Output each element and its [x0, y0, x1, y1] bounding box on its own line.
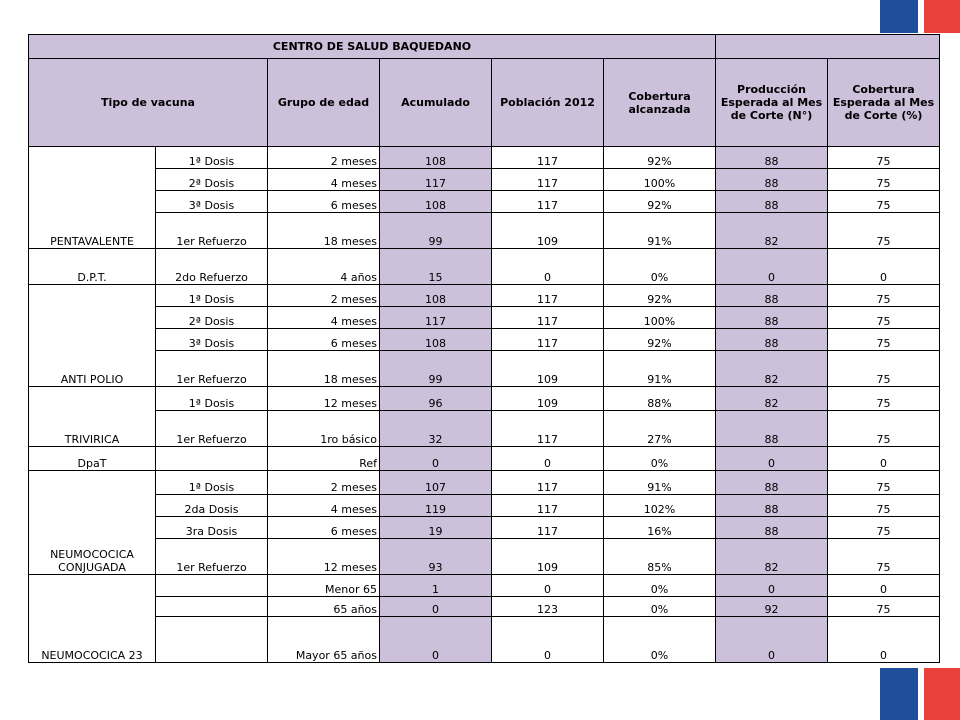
expected-coverage-cell: 75: [828, 329, 940, 351]
expected-production-cell: 92: [716, 597, 828, 617]
flag-stripes-bottom: [880, 668, 960, 720]
coverage-cell: 88%: [604, 387, 716, 411]
title-filler: [716, 35, 940, 59]
dose-cell: 1er Refuerzo: [156, 351, 268, 387]
coverage-cell: 91%: [604, 213, 716, 249]
accumulated-cell: 99: [380, 351, 492, 387]
population-cell: 0: [492, 617, 604, 663]
age-group-cell: 65 años: [268, 597, 380, 617]
expected-coverage-cell: 0: [828, 617, 940, 663]
table-row: [29, 495, 940, 517]
expected-coverage-cell: 75: [828, 471, 940, 495]
population-cell: 117: [492, 329, 604, 351]
accumulated-cell: 15: [380, 249, 492, 285]
accumulated-cell: 0: [380, 597, 492, 617]
expected-production-cell: 82: [716, 539, 828, 575]
vaccine-name: DpaT: [29, 447, 156, 471]
dose-cell: [156, 575, 268, 597]
age-group-cell: Mayor 65 años: [268, 617, 380, 663]
expected-coverage-cell: 75: [828, 285, 940, 307]
dose-cell: 1er Refuerzo: [156, 539, 268, 575]
expected-production-cell: 88: [716, 307, 828, 329]
expected-coverage-cell: 75: [828, 597, 940, 617]
expected-production-cell: 88: [716, 329, 828, 351]
age-group-cell: 4 meses: [268, 169, 380, 191]
dose-cell: [156, 597, 268, 617]
table-row: [29, 617, 940, 663]
population-cell: 123: [492, 597, 604, 617]
table-row: [29, 285, 940, 307]
coverage-cell: 91%: [604, 351, 716, 387]
expected-production-cell: 88: [716, 495, 828, 517]
coverage-cell: 27%: [604, 411, 716, 447]
table-row: [29, 169, 940, 191]
header-cobertura: Cobertura alcanzada: [604, 59, 716, 147]
dose-cell: 1er Refuerzo: [156, 213, 268, 249]
accumulated-cell: 96: [380, 387, 492, 411]
header-cobertura-esperada: Cobertura Esperada al Mes de Corte (%): [828, 59, 940, 147]
coverage-cell: 102%: [604, 495, 716, 517]
population-cell: 0: [492, 575, 604, 597]
header-tipo: Tipo de vacuna: [29, 59, 268, 147]
expected-coverage-cell: 0: [828, 447, 940, 471]
age-group-cell: 4 meses: [268, 307, 380, 329]
header-poblacion: Población 2012: [492, 59, 604, 147]
population-cell: 117: [492, 307, 604, 329]
coverage-cell: 92%: [604, 191, 716, 213]
expected-coverage-cell: 75: [828, 387, 940, 411]
coverage-cell: 92%: [604, 329, 716, 351]
dose-cell: 2ª Dosis: [156, 307, 268, 329]
expected-production-cell: 88: [716, 191, 828, 213]
accumulated-cell: 108: [380, 285, 492, 307]
expected-production-cell: 82: [716, 387, 828, 411]
population-cell: 117: [492, 191, 604, 213]
coverage-cell: 92%: [604, 147, 716, 169]
coverage-cell: 0%: [604, 249, 716, 285]
expected-production-cell: 0: [716, 575, 828, 597]
age-group-cell: 18 meses: [268, 351, 380, 387]
accumulated-cell: 0: [380, 617, 492, 663]
age-group-cell: 6 meses: [268, 517, 380, 539]
population-cell: 109: [492, 539, 604, 575]
table-row: [29, 249, 940, 285]
population-cell: 117: [492, 285, 604, 307]
vaccine-name: NEUMOCOCICA CONJUGADA: [29, 471, 156, 575]
expected-coverage-cell: 75: [828, 539, 940, 575]
expected-coverage-cell: 75: [828, 411, 940, 447]
expected-production-cell: 88: [716, 411, 828, 447]
coverage-cell: 85%: [604, 539, 716, 575]
coverage-cell: 91%: [604, 471, 716, 495]
header-row: [29, 59, 940, 147]
coverage-cell: 92%: [604, 285, 716, 307]
accumulated-cell: 108: [380, 147, 492, 169]
coverage-cell: 0%: [604, 575, 716, 597]
dose-cell: [156, 447, 268, 471]
dose-cell: 1ª Dosis: [156, 387, 268, 411]
coverage-cell: 0%: [604, 617, 716, 663]
dose-cell: 1er Refuerzo: [156, 411, 268, 447]
accumulated-cell: 19: [380, 517, 492, 539]
accumulated-cell: 107: [380, 471, 492, 495]
accumulated-cell: 99: [380, 213, 492, 249]
table-title: CENTRO DE SALUD BAQUEDANO: [29, 35, 716, 59]
vaccine-name: NEUMOCOCICA 23: [29, 575, 156, 663]
age-group-cell: 2 meses: [268, 285, 380, 307]
dose-cell: 1ª Dosis: [156, 147, 268, 169]
population-cell: 117: [492, 147, 604, 169]
table-row: [29, 575, 940, 597]
age-group-cell: 4 meses: [268, 495, 380, 517]
expected-coverage-cell: 0: [828, 575, 940, 597]
dose-cell: 1ª Dosis: [156, 285, 268, 307]
table-row: [29, 517, 940, 539]
header-acumulado: Acumulado: [380, 59, 492, 147]
population-cell: 109: [492, 351, 604, 387]
title-row: [29, 35, 940, 59]
population-cell: 117: [492, 169, 604, 191]
expected-production-cell: 0: [716, 447, 828, 471]
expected-coverage-cell: 75: [828, 147, 940, 169]
population-cell: 0: [492, 249, 604, 285]
table-row: [29, 539, 940, 575]
table-row: [29, 597, 940, 617]
table-row: [29, 411, 940, 447]
expected-production-cell: 88: [716, 147, 828, 169]
accumulated-cell: 117: [380, 307, 492, 329]
expected-coverage-cell: 0: [828, 249, 940, 285]
accumulated-cell: 117: [380, 169, 492, 191]
age-group-cell: Ref: [268, 447, 380, 471]
accumulated-cell: 119: [380, 495, 492, 517]
expected-production-cell: 88: [716, 471, 828, 495]
coverage-cell: 16%: [604, 517, 716, 539]
vaccination-table: [28, 34, 940, 663]
age-group-cell: 6 meses: [268, 329, 380, 351]
accumulated-cell: 108: [380, 191, 492, 213]
dose-cell: [156, 617, 268, 663]
population-cell: 117: [492, 517, 604, 539]
coverage-cell: 0%: [604, 447, 716, 471]
table-row: [29, 387, 940, 411]
dose-cell: 2ª Dosis: [156, 169, 268, 191]
coverage-cell: 100%: [604, 307, 716, 329]
population-cell: 0: [492, 447, 604, 471]
vaccine-name: TRIVIRICA: [29, 387, 156, 447]
vaccine-name: D.P.T.: [29, 249, 156, 285]
age-group-cell: 2 meses: [268, 471, 380, 495]
age-group-cell: 1ro básico: [268, 411, 380, 447]
accumulated-cell: 93: [380, 539, 492, 575]
age-group-cell: 18 meses: [268, 213, 380, 249]
population-cell: 109: [492, 213, 604, 249]
table-row: [29, 329, 940, 351]
accumulated-cell: 32: [380, 411, 492, 447]
table-row: [29, 147, 940, 169]
expected-production-cell: 88: [716, 517, 828, 539]
table-row: [29, 471, 940, 495]
age-group-cell: 12 meses: [268, 539, 380, 575]
population-cell: 117: [492, 495, 604, 517]
vaccine-name: ANTI POLIO: [29, 285, 156, 387]
expected-coverage-cell: 75: [828, 517, 940, 539]
table-row: [29, 213, 940, 249]
dose-cell: 3ª Dosis: [156, 329, 268, 351]
expected-production-cell: 88: [716, 285, 828, 307]
header-grupo: Grupo de edad: [268, 59, 380, 147]
age-group-cell: 6 meses: [268, 191, 380, 213]
accumulated-cell: 0: [380, 447, 492, 471]
expected-production-cell: 82: [716, 351, 828, 387]
expected-coverage-cell: 75: [828, 495, 940, 517]
dose-cell: 2da Dosis: [156, 495, 268, 517]
expected-coverage-cell: 75: [828, 307, 940, 329]
dose-cell: 1ª Dosis: [156, 471, 268, 495]
population-cell: 117: [492, 411, 604, 447]
expected-production-cell: 88: [716, 169, 828, 191]
coverage-cell: 100%: [604, 169, 716, 191]
dose-cell: 3ª Dosis: [156, 191, 268, 213]
expected-coverage-cell: 75: [828, 213, 940, 249]
table-row: [29, 307, 940, 329]
table-row: [29, 447, 940, 471]
age-group-cell: 2 meses: [268, 147, 380, 169]
flag-stripes-top: [880, 0, 960, 33]
dose-cell: 2do Refuerzo: [156, 249, 268, 285]
expected-production-cell: 0: [716, 617, 828, 663]
header-produccion: Producción Esperada al Mes de Corte (N°): [716, 59, 828, 147]
expected-coverage-cell: 75: [828, 169, 940, 191]
expected-coverage-cell: 75: [828, 191, 940, 213]
population-cell: 109: [492, 387, 604, 411]
vaccine-name: PENTAVALENTE: [29, 147, 156, 249]
coverage-cell: 0%: [604, 597, 716, 617]
table-row: [29, 191, 940, 213]
accumulated-cell: 108: [380, 329, 492, 351]
age-group-cell: Menor 65: [268, 575, 380, 597]
expected-production-cell: 0: [716, 249, 828, 285]
expected-production-cell: 82: [716, 213, 828, 249]
dose-cell: 3ra Dosis: [156, 517, 268, 539]
age-group-cell: 12 meses: [268, 387, 380, 411]
table-row: [29, 351, 940, 387]
expected-coverage-cell: 75: [828, 351, 940, 387]
population-cell: 117: [492, 471, 604, 495]
age-group-cell: 4 años: [268, 249, 380, 285]
accumulated-cell: 1: [380, 575, 492, 597]
